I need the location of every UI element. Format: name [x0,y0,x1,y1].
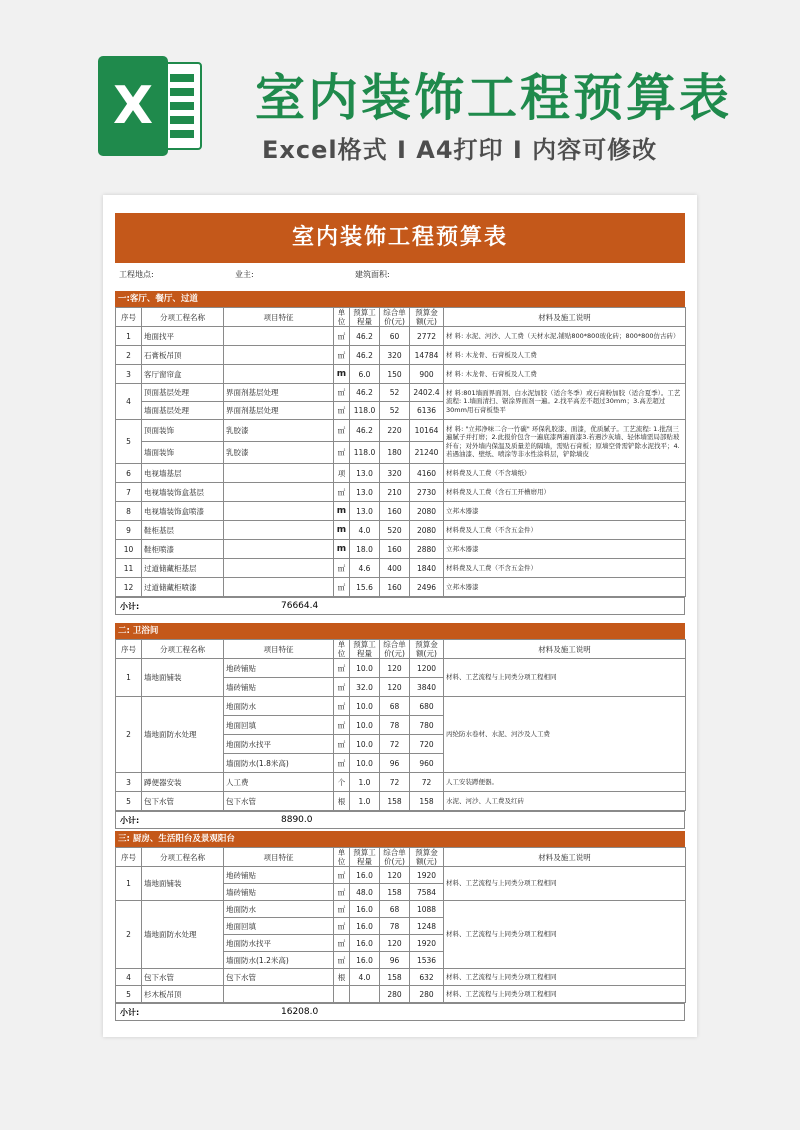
item-amount: 2880 [410,540,444,559]
item-unit: ㎡ [334,442,350,464]
table-row [116,502,686,521]
column-header: 分项工程名称 [142,640,224,659]
item-unit: 个 [334,773,350,792]
column-header: 项目特征 [224,640,334,659]
item-amount: 1536 [410,952,444,969]
item-description: 材料、工艺流程与上同类分项工程相同 [444,867,686,901]
table-row [116,365,686,384]
item-unit-price: 60 [380,327,410,346]
item-amount: 2080 [410,521,444,540]
item-unit: ㎡ [334,952,350,969]
excel-icon [98,56,206,156]
section-title: 二: 卫浴间 [115,623,685,639]
item-amount: 10164 [410,420,444,442]
promo-banner [0,0,800,190]
item-unit-price: 68 [380,901,410,918]
budget-table [115,307,686,597]
item-feature: 包下水管 [224,792,334,811]
subtotal-row [115,811,685,829]
item-number: 4 [116,969,142,986]
item-unit: ㎡ [334,678,350,697]
column-header: 综合单价(元) [380,848,410,867]
item-feature: 墙砖铺贴 [224,884,334,901]
item-unit-price: 72 [380,773,410,792]
column-header: 材料及施工说明 [444,640,686,659]
item-quantity: 46.2 [350,346,380,365]
item-feature: 人工费 [224,773,334,792]
item-quantity: 16.0 [350,952,380,969]
item-amount: 900 [410,365,444,384]
item-description: 材料费及人工费（含石工开槽磨用） [444,483,686,502]
item-feature [224,540,334,559]
item-number: 6 [116,464,142,483]
budget-sheet [103,195,697,1037]
item-feature: 地面防水找平 [224,935,334,952]
column-header: 预算金额(元) [410,308,444,327]
item-description: 水泥、河沙、人工费及红砖 [444,792,686,811]
item-quantity: 4.0 [350,969,380,986]
column-header: 预算工程量 [350,308,380,327]
item-unit-price: 52 [380,384,410,402]
item-unit-price: 158 [380,792,410,811]
item-name: 鞋柜喷漆 [142,540,224,559]
excel-letter: X [98,56,168,156]
item-description: 材 料: 水泥、河沙、人工费（天材水泥,铺贴800*800玻化砖；800*800仿古砖） [444,327,686,346]
item-amount: 632 [410,969,444,986]
item-name: 墙地面铺装 [142,867,224,901]
item-description: 立邦木器漆 [444,540,686,559]
item-name: 包下水管 [142,792,224,811]
item-unit: m [334,540,350,559]
item-amount: 72 [410,773,444,792]
item-unit: ㎡ [334,716,350,735]
item-number: 1 [116,867,142,901]
item-unit: ㎡ [334,346,350,365]
column-header: 预算金额(元) [410,640,444,659]
item-feature: 墙面防水(1.2米高) [224,952,334,969]
item-quantity: 10.0 [350,659,380,678]
item-amount: 4160 [410,464,444,483]
item-description: 材料费及人工费（不含五金件） [444,559,686,578]
item-number: 7 [116,483,142,502]
item-number: 1 [116,659,142,697]
table-row [116,659,686,678]
item-feature: 包下水管 [224,969,334,986]
item-unit [334,986,350,1003]
column-header: 单位 [334,308,350,327]
item-description: 立邦木器漆 [444,578,686,597]
item-unit-price: 160 [380,578,410,597]
banner-subtitle: Excel格式 I A4打印 I 内容可修改 [262,136,658,164]
item-unit-price: 320 [380,346,410,365]
table-row [116,464,686,483]
table-row [116,697,686,716]
item-unit: ㎡ [334,559,350,578]
item-name: 墙地面防水处理 [142,697,224,773]
subtotal-value: 16208.0 [281,1007,319,1017]
item-feature: 地面防水找平 [224,735,334,754]
banner-title: 室内装饰工程预算表 [255,69,732,127]
item-feature [224,346,334,365]
item-unit: ㎡ [334,884,350,901]
budget-table [115,639,686,811]
item-amount: 1088 [410,901,444,918]
item-name: 电视墙装饰盒喷漆 [142,502,224,521]
sheet-title: 室内装饰工程预算表 [115,213,685,263]
item-unit-price: 68 [380,697,410,716]
item-feature [224,559,334,578]
table-row [116,346,686,365]
item-amount: 1200 [410,659,444,678]
item-feature: 地面防水 [224,901,334,918]
item-quantity: 6.0 [350,365,380,384]
item-feature: 地面回填 [224,716,334,735]
table-row [116,540,686,559]
item-amount: 14784 [410,346,444,365]
item-number: 3 [116,365,142,384]
item-description: 材料、工艺流程与上同类分项工程相同 [444,969,686,986]
item-amount: 21240 [410,442,444,464]
column-header: 预算工程量 [350,848,380,867]
item-number: 2 [116,901,142,969]
table-row [116,420,686,442]
column-header: 项目特征 [224,308,334,327]
subtotal-value: 76664.4 [281,601,319,611]
item-amount: 6136 [410,402,444,420]
item-feature: 界面剂基层处理 [224,402,334,420]
column-header: 综合单价(元) [380,640,410,659]
item-unit-price: 210 [380,483,410,502]
item-feature: 乳胶漆 [224,442,334,464]
item-unit-price: 78 [380,918,410,935]
item-amount: 720 [410,735,444,754]
table-row [116,327,686,346]
table-row [116,578,686,597]
item-unit-price: 400 [380,559,410,578]
subtotal-label: 小计: [120,602,140,611]
column-header: 预算金额(元) [410,848,444,867]
column-header: 综合单价(元) [380,308,410,327]
table-row [116,483,686,502]
table-row [116,773,686,792]
item-unit: m [334,365,350,384]
item-amount: 7584 [410,884,444,901]
item-amount: 1840 [410,559,444,578]
item-unit-price: 120 [380,678,410,697]
table-row [116,521,686,540]
item-name: 墙地面铺装 [142,659,224,697]
item-feature: 乳胶漆 [224,420,334,442]
item-quantity: 10.0 [350,697,380,716]
project-info-row [115,265,685,285]
item-name: 墙面装饰 [142,442,224,464]
item-quantity: 118.0 [350,442,380,464]
item-name: 地面找平 [142,327,224,346]
item-amount: 1920 [410,867,444,884]
table-row [116,559,686,578]
item-quantity: 10.0 [350,754,380,773]
item-quantity: 16.0 [350,901,380,918]
item-name: 过道储藏柜喷漆 [142,578,224,597]
column-header: 分项工程名称 [142,308,224,327]
item-unit-price: 120 [380,659,410,678]
item-unit-price: 150 [380,365,410,384]
item-amount: 2080 [410,502,444,521]
item-unit: 根 [334,969,350,986]
item-unit: ㎡ [334,867,350,884]
item-feature [224,464,334,483]
item-description: 材料、工艺流程与上同类分项工程相同 [444,986,686,1003]
column-header: 单位 [334,640,350,659]
item-name: 墙地面防水处理 [142,901,224,969]
item-description: 材 料: 木龙骨、石膏板及人工费 [444,365,686,384]
column-header: 预算工程量 [350,640,380,659]
item-description: 材料费及人工费（不含五金件） [444,521,686,540]
column-header: 序号 [116,308,142,327]
item-description: 材料费及人工费（不含墙纸） [444,464,686,483]
item-number: 8 [116,502,142,521]
item-description: 材料、工艺流程与上同类分项工程相同 [444,901,686,969]
item-number: 3 [116,773,142,792]
item-unit: 项 [334,464,350,483]
item-amount: 2496 [410,578,444,597]
item-amount: 3840 [410,678,444,697]
column-header: 单位 [334,848,350,867]
item-name: 蹲便器安装 [142,773,224,792]
item-unit-price: 160 [380,502,410,521]
section-title: 一:客厅、餐厅、过道 [115,291,685,307]
item-unit: ㎡ [334,578,350,597]
item-unit: ㎡ [334,659,350,678]
item-number: 4 [116,384,142,420]
subtotal-label: 小计: [120,816,140,825]
item-number: 10 [116,540,142,559]
item-quantity: 16.0 [350,918,380,935]
subtotal-label: 小计: [120,1008,140,1017]
item-name: 石膏板吊顶 [142,346,224,365]
item-unit-price: 96 [380,754,410,773]
item-unit: ㎡ [334,697,350,716]
item-unit: ㎡ [334,420,350,442]
item-name: 墙面基层处理 [142,402,224,420]
table-row [116,901,686,918]
column-header: 分项工程名称 [142,848,224,867]
item-unit-price: 96 [380,952,410,969]
item-feature [224,578,334,597]
column-header: 材料及施工说明 [444,308,686,327]
subtotal-row [115,1003,685,1021]
item-unit-price: 158 [380,969,410,986]
item-amount: 960 [410,754,444,773]
item-unit: ㎡ [334,402,350,420]
item-unit: ㎡ [334,754,350,773]
item-quantity: 16.0 [350,867,380,884]
item-amount: 1920 [410,935,444,952]
item-unit: ㎡ [334,327,350,346]
item-unit-price: 180 [380,442,410,464]
item-unit-price: 160 [380,540,410,559]
item-description: 材料、工艺流程与上同类分项工程相同 [444,659,686,697]
item-quantity: 15.6 [350,578,380,597]
item-number: 12 [116,578,142,597]
item-unit-price: 72 [380,735,410,754]
table-row [116,867,686,884]
item-quantity: 16.0 [350,935,380,952]
item-name: 顶面装饰 [142,420,224,442]
item-number: 5 [116,792,142,811]
section-title: 三: 厨房、生活阳台及景观阳台 [115,831,685,847]
item-quantity: 18.0 [350,540,380,559]
table-row [116,986,686,1003]
item-quantity: 13.0 [350,483,380,502]
item-quantity [350,986,380,1003]
item-quantity: 46.2 [350,327,380,346]
item-name: 杉木板吊顶 [142,986,224,1003]
item-unit: ㎡ [334,918,350,935]
item-description: 人工安装蹲便器。 [444,773,686,792]
table-row [116,384,686,402]
item-name: 电视墙装饰盒基层 [142,483,224,502]
item-quantity: 118.0 [350,402,380,420]
item-description: 丙纶防水卷材、水泥、河沙及人工费 [444,697,686,773]
item-name: 客厅窗帘盒 [142,365,224,384]
subtotal-value: 8890.0 [281,815,313,825]
item-quantity: 1.0 [350,773,380,792]
item-feature [224,365,334,384]
item-quantity: 10.0 [350,716,380,735]
item-unit: ㎡ [334,483,350,502]
item-unit: ㎡ [334,901,350,918]
item-unit: m [334,521,350,540]
item-unit: ㎡ [334,384,350,402]
item-unit: ㎡ [334,735,350,754]
item-unit-price: 78 [380,716,410,735]
item-name: 过道储藏柜基层 [142,559,224,578]
item-amount: 2730 [410,483,444,502]
item-quantity: 1.0 [350,792,380,811]
item-description: 材 料: "立邦净味二合一竹碳" 环保乳胶漆、面漆，优质腻子。工艺流程: 1.批刮三遍腻子并打磨；2.此报价包含一遍底漆两遍面漆3.若遇沙灰墙、轻体墙需局部贴玻纤布；对外墙内保温及质量差的隔墙，需贴石膏板；原墙空骨需铲除水泥找平；4.若遇油漆、壁纸、喷涂等非水性涂料层，铲除墙皮 [444,420,686,464]
item-name: 鞋柜基层 [142,521,224,540]
subtotal-row [115,597,685,615]
item-feature: 地面防水 [224,697,334,716]
item-unit-price: 52 [380,402,410,420]
item-name: 包下水管 [142,969,224,986]
item-quantity: 13.0 [350,464,380,483]
item-unit: ㎡ [334,935,350,952]
item-amount: 1248 [410,918,444,935]
item-quantity: 4.6 [350,559,380,578]
item-unit-price: 120 [380,935,410,952]
item-amount: 780 [410,716,444,735]
item-feature: 地砖铺贴 [224,659,334,678]
item-amount: 2402.4 [410,384,444,402]
item-unit-price: 520 [380,521,410,540]
table-row [116,792,686,811]
item-description: 立邦木器漆 [444,502,686,521]
item-description: 材 料:801墙面界面剂、白水泥加胶（适合冬季）或石膏粉加胶（适合夏季）。工艺流程: 1.墙面清扫、锯涂界面剂一遍。2.找平高差不超过30mm；3.高差超过30mm用石膏板垫平 [444,384,686,420]
item-amount: 2772 [410,327,444,346]
owner-label: 业主: [235,270,254,279]
item-unit: 根 [334,792,350,811]
table-row [116,969,686,986]
item-description: 材 料: 木龙骨、石膏板及人工费 [444,346,686,365]
item-feature [224,521,334,540]
budget-table [115,847,686,1003]
item-number: 11 [116,559,142,578]
item-feature: 地砖铺贴 [224,867,334,884]
item-number: 5 [116,420,142,464]
item-feature: 墙砖铺贴 [224,678,334,697]
item-feature: 地面回填 [224,918,334,935]
item-name: 电视墙基层 [142,464,224,483]
item-number: 1 [116,327,142,346]
item-feature: 墙面防水(1.8米高) [224,754,334,773]
item-unit-price: 280 [380,986,410,1003]
building-area-label: 建筑面积: [355,270,390,279]
item-feature [224,483,334,502]
item-unit-price: 120 [380,867,410,884]
item-number: 9 [116,521,142,540]
item-amount: 680 [410,697,444,716]
item-name: 顶面基层处理 [142,384,224,402]
item-number: 2 [116,346,142,365]
item-unit-price: 220 [380,420,410,442]
item-quantity: 10.0 [350,735,380,754]
item-quantity: 32.0 [350,678,380,697]
item-number: 2 [116,697,142,773]
item-quantity: 46.2 [350,420,380,442]
column-header: 项目特征 [224,848,334,867]
item-feature: 界面剂基层处理 [224,384,334,402]
item-feature [224,986,334,1003]
item-quantity: 46.2 [350,384,380,402]
column-header: 序号 [116,848,142,867]
column-header: 材料及施工说明 [444,848,686,867]
column-header: 序号 [116,640,142,659]
item-feature [224,327,334,346]
item-unit: m [334,502,350,521]
item-number: 5 [116,986,142,1003]
item-unit-price: 320 [380,464,410,483]
item-unit-price: 158 [380,884,410,901]
item-amount: 158 [410,792,444,811]
item-amount: 280 [410,986,444,1003]
item-feature [224,502,334,521]
item-quantity: 48.0 [350,884,380,901]
item-quantity: 13.0 [350,502,380,521]
item-quantity: 4.0 [350,521,380,540]
project-location-label: 工程地点: [119,270,154,279]
